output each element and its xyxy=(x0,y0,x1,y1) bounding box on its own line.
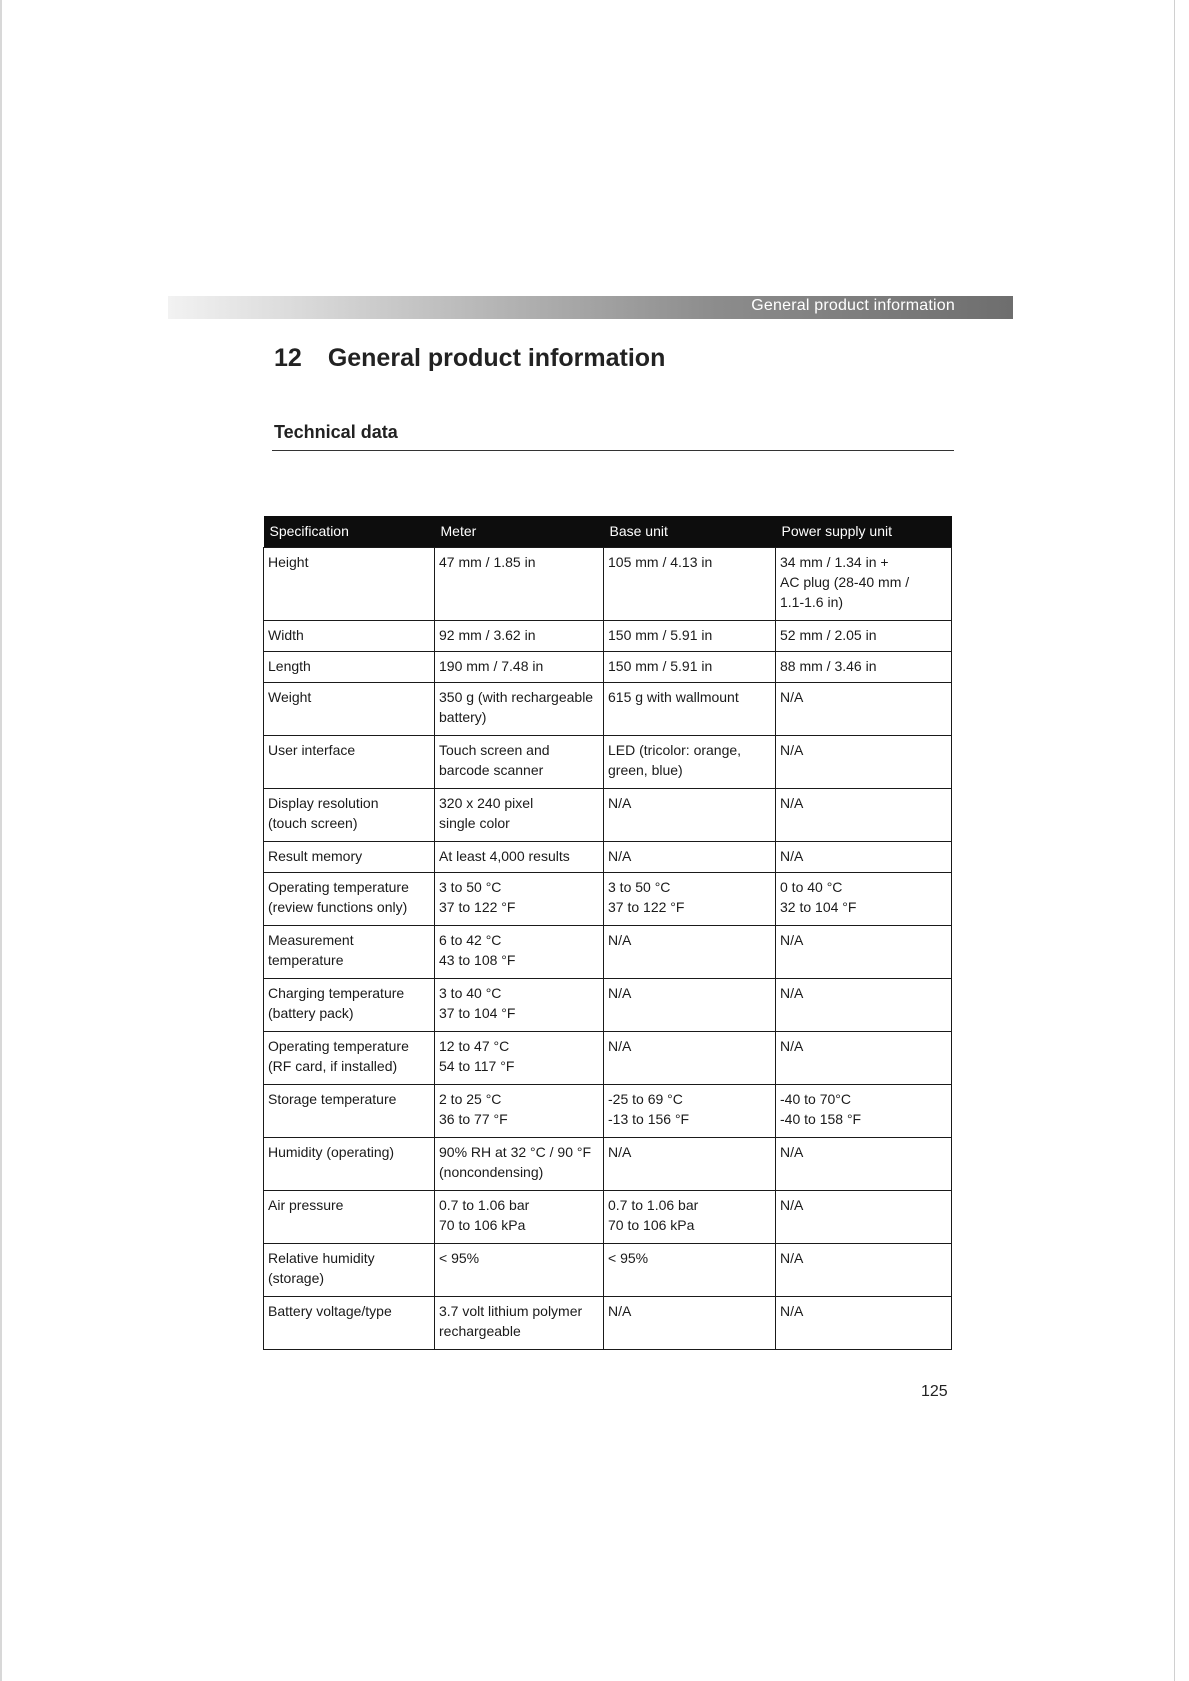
power-supply-cell: 34 mm / 1.34 in + AC plug (28-40 mm / 1.1-1.6 in) xyxy=(776,548,952,621)
spec-cell: Measurement temperature xyxy=(264,926,435,979)
table-row xyxy=(264,842,952,873)
table-header-row xyxy=(264,516,952,548)
table-row xyxy=(264,736,952,789)
meter-cell: 92 mm / 3.62 in xyxy=(435,621,604,652)
base-unit-cell: LED (tricolor: orange, green, blue) xyxy=(604,736,776,789)
spec-cell: Weight xyxy=(264,683,435,736)
power-supply-cell: N/A xyxy=(776,1138,952,1191)
table-row xyxy=(264,789,952,842)
power-supply-cell: N/A xyxy=(776,979,952,1032)
table-row xyxy=(264,979,952,1032)
spec-cell: Air pressure xyxy=(264,1191,435,1244)
page-number: 125 xyxy=(921,1383,948,1400)
column-header-meter: Meter xyxy=(435,516,604,548)
base-unit-cell: 150 mm / 5.91 in xyxy=(604,621,776,652)
spec-cell: User interface xyxy=(264,736,435,789)
power-supply-cell: N/A xyxy=(776,842,952,873)
spec-cell: Humidity (operating) xyxy=(264,1138,435,1191)
meter-cell: 2 to 25 °C 36 to 77 °F xyxy=(435,1085,604,1138)
table-row xyxy=(264,621,952,652)
meter-cell: 3.7 volt lithium polymer rechargeable xyxy=(435,1297,604,1350)
meter-cell: 90% RH at 32 °C / 90 °F (noncondensing) xyxy=(435,1138,604,1191)
table-row xyxy=(264,1244,952,1297)
page-left-edge xyxy=(0,0,2,1681)
base-unit-cell: -25 to 69 °C -13 to 156 °F xyxy=(604,1085,776,1138)
meter-cell: At least 4,000 results xyxy=(435,842,604,873)
base-unit-cell: N/A xyxy=(604,1297,776,1350)
chapter-title-text: General product information xyxy=(327,344,666,372)
column-header-power-supply-unit: Power supply unit xyxy=(776,516,952,548)
power-supply-cell: 52 mm / 2.05 in xyxy=(776,621,952,652)
power-supply-cell: N/A xyxy=(776,1244,952,1297)
meter-cell: 0.7 to 1.06 bar 70 to 106 kPa xyxy=(435,1191,604,1244)
running-header-band xyxy=(168,296,1013,319)
power-supply-cell: N/A xyxy=(776,1032,952,1085)
meter-cell: 6 to 42 °C 43 to 108 °F xyxy=(435,926,604,979)
running-header-label: General product information xyxy=(751,297,955,314)
power-supply-cell: 0 to 40 °C 32 to 104 °F xyxy=(776,873,952,926)
base-unit-cell: N/A xyxy=(604,842,776,873)
power-supply-cell: N/A xyxy=(776,736,952,789)
section-rule xyxy=(272,450,954,451)
base-unit-cell: N/A xyxy=(604,926,776,979)
power-supply-cell: 88 mm / 3.46 in xyxy=(776,652,952,683)
table-row xyxy=(264,926,952,979)
base-unit-cell: < 95% xyxy=(604,1244,776,1297)
meter-cell: 47 mm / 1.85 in xyxy=(435,548,604,621)
spec-cell: Length xyxy=(264,652,435,683)
spec-cell: Height xyxy=(264,548,435,621)
meter-cell: 320 x 240 pixel single color xyxy=(435,789,604,842)
power-supply-cell: N/A xyxy=(776,789,952,842)
table-row xyxy=(264,1138,952,1191)
chapter-title xyxy=(274,344,665,373)
power-supply-cell: -40 to 70°C -40 to 158 °F xyxy=(776,1085,952,1138)
spec-cell: Result memory xyxy=(264,842,435,873)
meter-cell: 12 to 47 °C 54 to 117 °F xyxy=(435,1032,604,1085)
spec-cell: Operating temperature (RF card, if installed) xyxy=(264,1032,435,1085)
table-row xyxy=(264,652,952,683)
power-supply-cell: N/A xyxy=(776,926,952,979)
chapter-number: 12 xyxy=(274,344,302,372)
meter-cell: < 95% xyxy=(435,1244,604,1297)
base-unit-cell: 3 to 50 °C 37 to 122 °F xyxy=(604,873,776,926)
base-unit-cell: 0.7 to 1.06 bar 70 to 106 kPa xyxy=(604,1191,776,1244)
spec-cell: Storage temperature xyxy=(264,1085,435,1138)
spec-cell: Operating temperature (review functions only) xyxy=(264,873,435,926)
column-header-specification: Specification xyxy=(264,516,435,548)
spec-cell: Battery voltage/type xyxy=(264,1297,435,1350)
power-supply-cell: N/A xyxy=(776,683,952,736)
base-unit-cell: N/A xyxy=(604,1032,776,1085)
base-unit-cell: 105 mm / 4.13 in xyxy=(604,548,776,621)
table-row xyxy=(264,1297,952,1350)
column-header-base-unit: Base unit xyxy=(604,516,776,548)
table-row xyxy=(264,1085,952,1138)
base-unit-cell: 150 mm / 5.91 in xyxy=(604,652,776,683)
power-supply-cell: N/A xyxy=(776,1297,952,1350)
base-unit-cell: N/A xyxy=(604,789,776,842)
table-row xyxy=(264,1032,952,1085)
table-row xyxy=(264,548,952,621)
base-unit-cell: N/A xyxy=(604,979,776,1032)
meter-cell: 3 to 50 °C 37 to 122 °F xyxy=(435,873,604,926)
meter-cell: 350 g (with rechargeable battery) xyxy=(435,683,604,736)
spec-cell: Display resolution (touch screen) xyxy=(264,789,435,842)
power-supply-cell: N/A xyxy=(776,1191,952,1244)
base-unit-cell: N/A xyxy=(604,1138,776,1191)
spec-cell: Relative humidity (storage) xyxy=(264,1244,435,1297)
section-heading: Technical data xyxy=(274,422,398,442)
base-unit-cell: 615 g with wallmount xyxy=(604,683,776,736)
table-row xyxy=(264,873,952,926)
meter-cell: Touch screen and barcode scanner xyxy=(435,736,604,789)
spec-cell: Charging temperature (battery pack) xyxy=(264,979,435,1032)
page-right-edge xyxy=(1174,0,1175,1681)
table-row xyxy=(264,1191,952,1244)
technical-data-table xyxy=(263,516,952,1350)
table-row xyxy=(264,683,952,736)
meter-cell: 190 mm / 7.48 in xyxy=(435,652,604,683)
spec-cell: Width xyxy=(264,621,435,652)
meter-cell: 3 to 40 °C 37 to 104 °F xyxy=(435,979,604,1032)
